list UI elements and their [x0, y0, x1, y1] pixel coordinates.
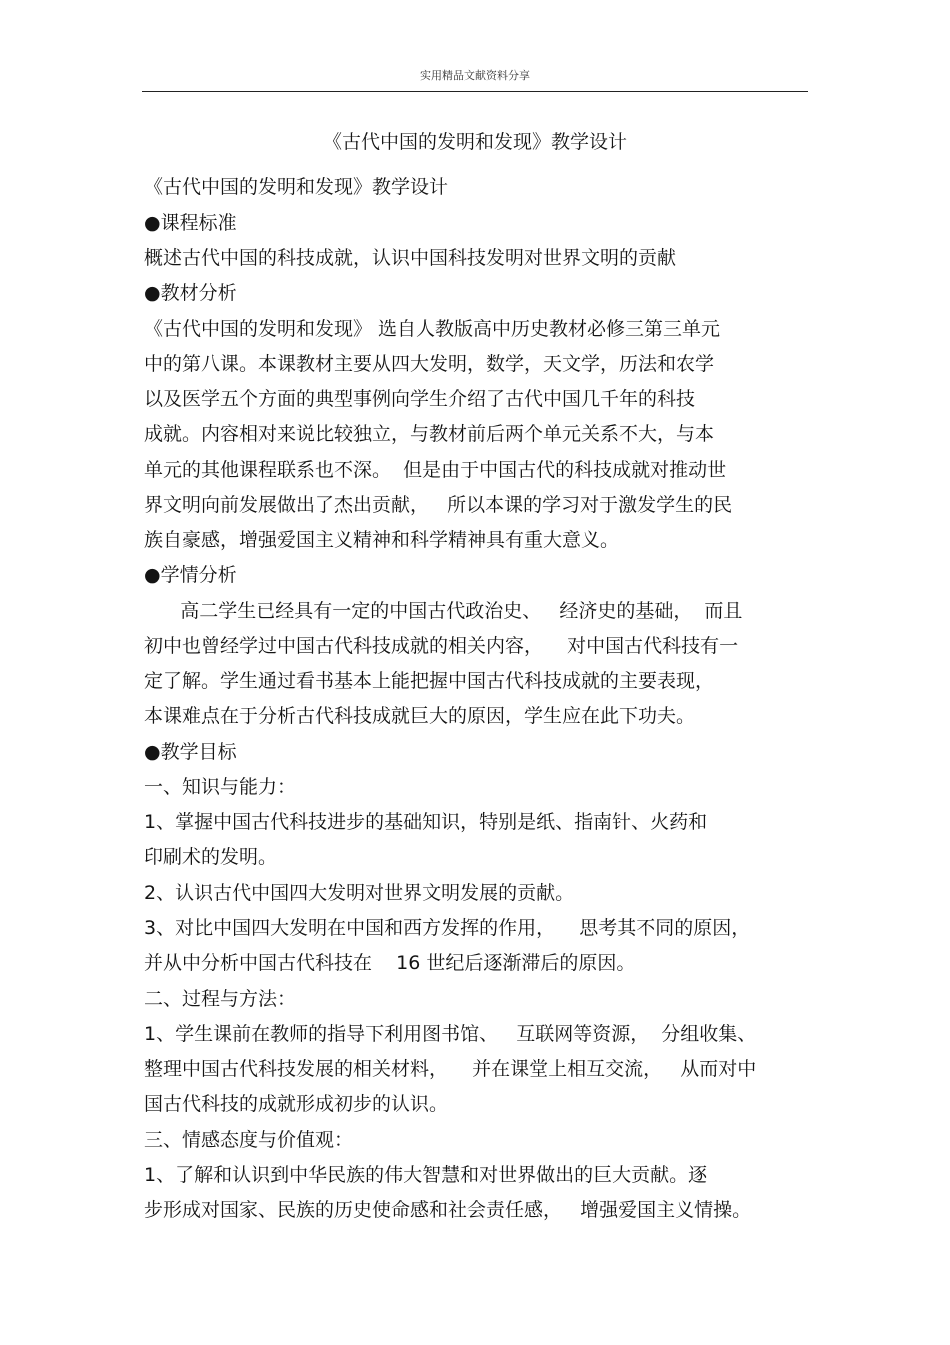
- section-heading: ●课程标准: [144, 212, 237, 234]
- body-line: 成就。内容相对来说比较独立，与教材前后两个单元关系不大，与本: [144, 423, 715, 445]
- body-line: 整理中国古代科技发展的相关材料， 并在课堂上相互交流， 从而对中: [144, 1058, 757, 1080]
- body-line: 族自豪感，增强爱国主义精神和科学精神具有重大意义。: [144, 529, 620, 551]
- body-line: 高二学生已经具有一定的中国古代政治史、 经济史的基础， 而且: [144, 600, 743, 622]
- body-line: 本课难点在于分析古代科技成就巨大的原因，学生应在此下功夫。: [144, 705, 696, 727]
- body-line: 单元的其他课程联系也不深。 但是由于中国古代的科技成就对推动世: [144, 459, 727, 481]
- body-line: 并从中分析中国古代科技在 16 世纪后逐渐滞后的原因。: [144, 952, 636, 974]
- page-header: 实用精品文献资料分享: [420, 69, 530, 82]
- body-line: 1、掌握中国古代科技进步的基础知识，特别是纸、指南针、火药和: [144, 811, 708, 833]
- section-heading: ●学情分析: [144, 564, 237, 586]
- body-line: 1、了解和认识到中华民族的伟大智慧和对世界做出的巨大贡献。逐: [144, 1164, 708, 1186]
- body-line: 概述古代中国的科技成就，认识中国科技发明对世界文明的贡献: [144, 247, 677, 269]
- header-divider: [142, 91, 808, 92]
- body-line: 2、认识古代中国四大发明对世界文明发展的贡献。: [144, 882, 575, 904]
- subsection-heading: 三、情感态度与价值观：: [144, 1129, 354, 1151]
- document-title: 《古代中国的发明和发现》教学设计: [322, 131, 627, 153]
- section-heading: ●教学目标: [144, 741, 237, 763]
- body-line: 以及医学五个方面的典型事例向学生介绍了古代中国几千年的科技: [144, 388, 696, 410]
- body-line: 中的第八课。本课教材主要从四大发明，数学，天文学，历法和农学: [144, 353, 715, 375]
- body-line: 1、学生课前在教师的指导下利用图书馆、 互联网等资源， 分组收集、: [144, 1023, 757, 1045]
- body-line: 初中也曾经学过中国古代科技成就的相关内容， 对中国古代科技有一: [144, 635, 739, 657]
- body-line: 印刷术的发明。: [144, 846, 278, 868]
- subsection-heading: 二、过程与方法：: [144, 988, 297, 1010]
- body-line: 定了解。学生通过看书基本上能把握中国古代科技成就的主要表现，: [144, 670, 715, 692]
- body-line: 3、对比中国四大发明在中国和西方发挥的作用， 思考其不同的原因，: [144, 917, 751, 939]
- body-line: 国古代科技的成就形成初步的认识。: [144, 1093, 449, 1115]
- body-line: 《古代中国的发明和发现》 选自人教版高中历史教材必修三第三单元: [144, 318, 721, 340]
- body-line: 步形成对国家、民族的历史使命感和社会责任感， 增强爱国主义情操。: [144, 1199, 752, 1221]
- subsection-heading: 一、知识与能力：: [144, 776, 297, 798]
- body-line: 《古代中国的发明和发现》教学设计: [144, 176, 449, 198]
- section-heading: ●教材分析: [144, 282, 237, 304]
- body-line: 界文明向前发展做出了杰出贡献， 所以本课的学习对于激发学生的民: [144, 494, 733, 516]
